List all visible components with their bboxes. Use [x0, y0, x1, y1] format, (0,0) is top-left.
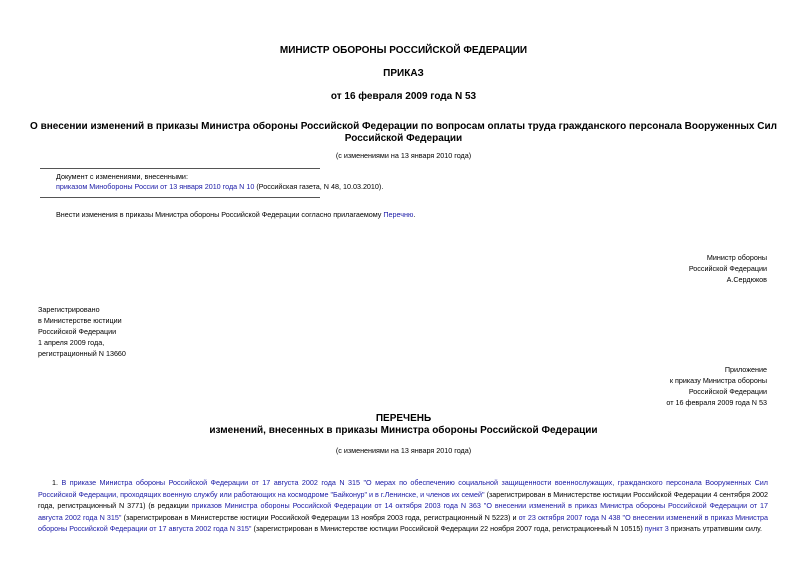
changes-box-ref [56, 182, 416, 192]
list-amended-note: (с изменениями на 13 января 2010 года) [335, 446, 472, 455]
item1-amend-link-2[interactable]: от 23 октября 2007 года N 438 "О внесении изменений в приказ Министра обороны Российской Федерации от 17 августа 2002 года N 315" [38, 512, 768, 533]
appendix-line3: Российской Федерации [688, 387, 767, 396]
item1-text-d: (зарегистрирован в Министерстве юстиции Российской Федерации 13 ноября 2003 года, регистрационный N 5223) и [121, 512, 519, 522]
appendix-line1: Приложение [724, 365, 767, 374]
registration-block [38, 304, 126, 359]
signature-line2: Российской Федерации [688, 264, 767, 273]
registration-line4: 1 апреля 2009 года, [38, 338, 105, 347]
item1-amend-link-1[interactable]: приказов Министра обороны Российской Федерации от 14 октября 2003 года N 363 "О внесении изменений в приказ Министра обороны Российской Федерации от 17 августа 2002 года N 315" [38, 501, 768, 522]
body-paragraph [56, 210, 756, 220]
appendix-block [666, 364, 767, 408]
body-text: Внести изменения в приказы Министра обороны Российской Федерации согласно прилагаемому [56, 210, 384, 219]
item1-number: 1. [52, 478, 62, 487]
perechen-link[interactable]: Перечню [383, 210, 414, 219]
date-number-heading: от 16 февраля 2009 года N 53 [330, 91, 477, 102]
body-end: . [413, 210, 416, 219]
list-subtitle: изменений, внесенных в приказы Министра обороны Российской Федерации [209, 425, 598, 436]
registration-line5: регистрационный N 13660 [38, 349, 126, 358]
item1-text-b: (зарегистрирован в Министерстве юстиции Российской Федерации 4 сентября 2002 года, регистрационный N 3771) (в редакции [38, 489, 768, 510]
item1-point-link[interactable]: пункт 3 [644, 524, 669, 533]
signature-name: А.Сердюков [726, 275, 767, 284]
registration-line3: Российской Федерации [38, 327, 117, 336]
changes-link[interactable]: приказом Минобороны России от 13 января 2010 года N 10 [56, 182, 255, 191]
changes-box-intro: Документ с изменениями, внесенными: [56, 172, 188, 181]
item1-order-link[interactable]: В приказе Министра обороны Российской Федерации от 17 августа 2002 года N 315 "О мерах по обеспечению социальной защищенности военнослужащих, гражданского персонала Вооруженных Сил Российской Федерации, проходящих военную службу или работающих на космодроме "Байконур" и в г.Ленинске, и членов их семей" [38, 478, 768, 499]
item1-text-h: признать утратившим силу. [668, 524, 763, 533]
registration-line1: Зарегистрировано [38, 305, 100, 314]
list-title: ПЕРЕЧЕНЬ [375, 413, 432, 424]
appendix-line2: к приказу Министра обороны [669, 376, 767, 385]
changes-box [56, 172, 416, 192]
divider-top [40, 168, 320, 169]
registration-line2: в Министерстве юстиции [38, 316, 122, 325]
amended-note: (с изменениями на 13 января 2010 года) [335, 151, 472, 160]
doc-type-heading: ПРИКАЗ [383, 68, 424, 79]
appendix-line4: от 16 февраля 2009 года N 53 [666, 398, 767, 407]
signature-block [689, 252, 767, 285]
document-title: О внесении изменений в приказы Министра обороны Российской Федерации по вопросам оплаты труда гражданского персонала Вооруженных Сил Российской Федерации [30, 121, 777, 144]
signature-line1: Министр обороны [706, 253, 767, 262]
changes-tail: (Российская газета, N 48, 10.03.2010). [254, 182, 384, 191]
item1-text-f: (зарегистрирован в Министерстве юстиции Российской Федерации 22 ноября 2007 года, регистрационный N 10515) [251, 524, 645, 533]
ministry-heading: МИНИСТР ОБОРОНЫ РОССИЙСКОЙ ФЕДЕРАЦИИ [279, 45, 528, 56]
list-item-1 [38, 477, 768, 535]
divider-bottom [40, 197, 320, 198]
